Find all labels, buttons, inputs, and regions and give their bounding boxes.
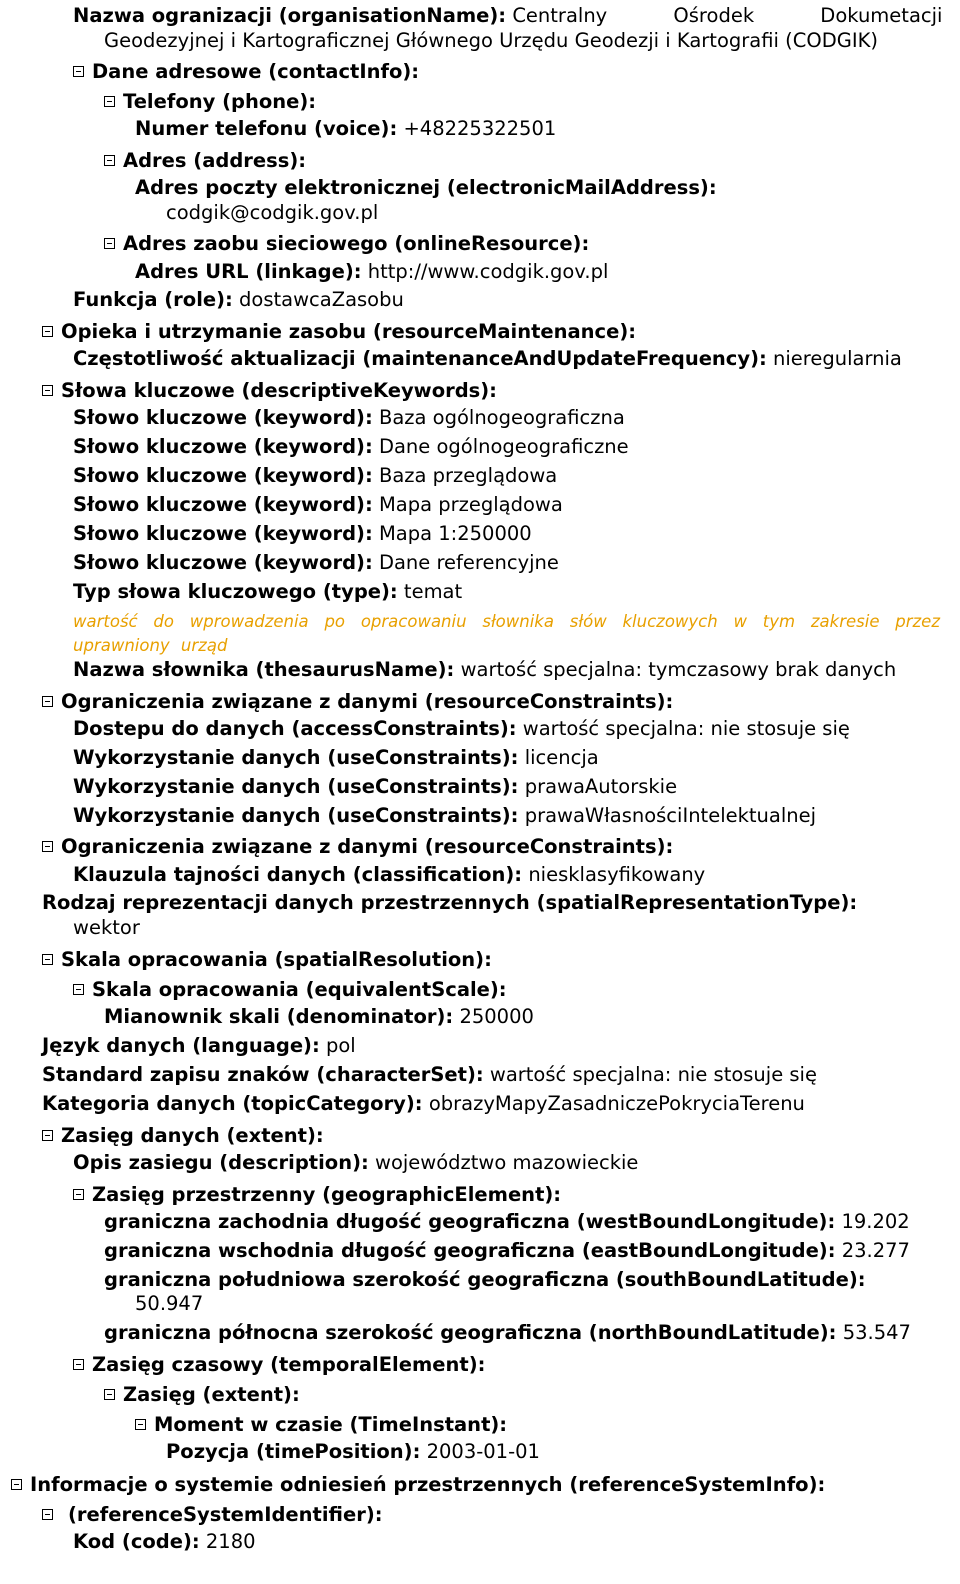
- use-value: licencja: [524, 746, 599, 769]
- org-name: [73, 4, 946, 28]
- collapse-icon[interactable]: [104, 155, 115, 166]
- geo-element-header: Zasięg przestrzenny (geographicElement):: [92, 1183, 562, 1206]
- collapse-icon[interactable]: [42, 841, 53, 852]
- keyword-label: Słowo kluczowe (keyword):: [73, 464, 373, 487]
- keyword-row: [73, 551, 946, 575]
- charset-row: [42, 1063, 946, 1087]
- collapse-icon[interactable]: [135, 1419, 146, 1430]
- use-row: [73, 746, 946, 770]
- voice-label: Numer telefonu (voice):: [135, 117, 398, 140]
- west-value: 19.202: [841, 1210, 910, 1233]
- classification-label: Klauzula tajności danych (classification):: [73, 863, 523, 886]
- url-label: Adres URL (linkage):: [135, 260, 362, 283]
- north-value: 53.547: [842, 1321, 911, 1344]
- frequency-value: nieregularnia: [773, 347, 902, 370]
- thesaurus-value: wartość specjalna: tymczasowy brak danych: [460, 658, 897, 681]
- east-value: 23.277: [841, 1239, 910, 1262]
- access-row: [73, 717, 946, 741]
- url-value[interactable]: http://www.codgik.gov.pl: [367, 260, 609, 283]
- org-name-value-1: Centralny Ośrodek Dokumetacji: [512, 4, 943, 27]
- maintenance-header: Opieka i utrzymanie zasobu (resourceMaintenance):: [61, 320, 637, 343]
- east-row: [104, 1239, 946, 1263]
- keyword-type-label: Typ słowa kluczowego (type):: [73, 580, 398, 603]
- keyword-value: Mapa przeglądowa: [378, 493, 563, 516]
- keyword-row: [73, 435, 946, 459]
- collapse-icon[interactable]: [42, 1509, 53, 1520]
- code-value: 2180: [205, 1530, 256, 1553]
- code-label: Kod (code):: [73, 1530, 200, 1553]
- keyword-row: [73, 493, 946, 517]
- url-row: [135, 260, 946, 284]
- role-value: dostawcaZasobu: [239, 288, 404, 311]
- thesaurus-row: [73, 658, 946, 682]
- collapse-icon[interactable]: [42, 1130, 53, 1141]
- south-label: graniczna południowa szerokość geograficzna (southBoundLatitude):: [104, 1268, 866, 1291]
- west-label: graniczna zachodnia długość geograficzna (westBoundLongitude):: [104, 1210, 836, 1233]
- spatial-rep-label: Rodzaj reprezentacji danych przestrzennych (spatialRepresentationType):: [42, 891, 858, 914]
- keyword-label: Słowo kluczowe (keyword):: [73, 406, 373, 429]
- contact-header: Dane adresowe (contactInfo):: [92, 60, 420, 83]
- time-instant-header: Moment w czasie (TimeInstant):: [154, 1413, 508, 1436]
- collapse-icon[interactable]: [104, 96, 115, 107]
- collapse-icon[interactable]: [42, 326, 53, 337]
- time-position-row: [166, 1440, 946, 1464]
- language-value: pol: [325, 1034, 356, 1057]
- language-label: Język danych (language):: [42, 1034, 320, 1057]
- north-row: [104, 1321, 946, 1345]
- language-row: [42, 1034, 946, 1058]
- charset-value: wartość specjalna: nie stosuje się: [489, 1063, 817, 1086]
- phone-header: Telefony (phone):: [123, 90, 317, 113]
- keyword-row: [73, 464, 946, 488]
- temporal-extent-header: Zasięg (extent):: [123, 1383, 300, 1406]
- keywords-header: Słowa kluczowe (descriptiveKeywords):: [61, 379, 497, 402]
- time-position-value: 2003-01-01: [426, 1440, 540, 1463]
- south-value: 50.947: [135, 1292, 204, 1315]
- charset-label: Standard zapisu znaków (characterSet):: [42, 1063, 484, 1086]
- role-label: Funkcja (role):: [73, 288, 233, 311]
- time-position-label: Pozycja (timePosition):: [166, 1440, 421, 1463]
- use-label: Wykorzystanie danych (useConstraints):: [73, 746, 519, 769]
- collapse-icon[interactable]: [104, 238, 115, 249]
- voice-value: +48225322501: [403, 117, 557, 140]
- topic-value: obrazyMapyZasadniczePokryciaTerenu: [428, 1092, 805, 1115]
- collapse-icon[interactable]: [42, 385, 53, 396]
- keyword-row: [73, 406, 946, 430]
- use-label: Wykorzystanie danych (useConstraints):: [73, 775, 519, 798]
- collapse-icon[interactable]: [104, 1389, 115, 1400]
- collapse-icon[interactable]: [73, 1189, 84, 1200]
- keyword-label: Słowo kluczowe (keyword):: [73, 551, 373, 574]
- resolution-header: Skala opracowania (spatialResolution):: [61, 948, 492, 971]
- east-label: graniczna wschodnia długość geograficzna (eastBoundLongitude):: [104, 1239, 836, 1262]
- spatial-rep-value: wektor: [73, 916, 140, 939]
- keyword-label: Słowo kluczowe (keyword):: [73, 522, 373, 545]
- email-value: codgik@codgik.gov.pl: [166, 201, 379, 224]
- thesaurus-label: Nazwa słownika (thesaurusName):: [73, 658, 455, 681]
- topic-row: [42, 1092, 946, 1116]
- topic-label: Kategoria danych (topicCategory):: [42, 1092, 423, 1115]
- code-row: [73, 1530, 946, 1554]
- role-row: [73, 288, 946, 312]
- extent-desc-value: województwo mazowieckie: [375, 1151, 639, 1174]
- keyword-label: Słowo kluczowe (keyword):: [73, 435, 373, 458]
- use-row: [73, 775, 946, 799]
- keyword-type-row: [73, 580, 946, 604]
- online-resource-header: Adres zaobu sieciowego (onlineResource):: [123, 232, 590, 255]
- keyword-row: [73, 522, 946, 546]
- collapse-icon[interactable]: [11, 1479, 22, 1490]
- extent-header: Zasięg danych (extent):: [61, 1124, 324, 1147]
- west-row: [104, 1210, 946, 1234]
- collapse-icon[interactable]: [42, 954, 53, 965]
- use-value: prawaAutorskie: [524, 775, 678, 798]
- temporal-header: Zasięg czasowy (temporalElement):: [92, 1353, 486, 1376]
- denominator-row: [104, 1005, 946, 1029]
- refsys-header: Informacje o systemie odniesień przestrzennych (referenceSystemInfo):: [30, 1473, 826, 1496]
- collapse-icon[interactable]: [73, 984, 84, 995]
- constraints-header: Ograniczenia związane z danymi (resourceConstraints):: [61, 835, 674, 858]
- extent-desc-row: [73, 1151, 946, 1175]
- keyword-value: Baza ogólnogeograficzna: [378, 406, 625, 429]
- classification-row: [73, 863, 946, 887]
- use-value: prawaWłasnościIntelektualnej: [524, 804, 817, 827]
- denominator-value: 250000: [459, 1005, 534, 1028]
- keyword-value: Baza przeglądowa: [378, 464, 558, 487]
- refsys-id-header: (referenceSystemIdentifier):: [68, 1503, 383, 1526]
- denominator-label: Mianownik skali (denominator):: [104, 1005, 454, 1028]
- use-row: [73, 804, 946, 828]
- north-label: graniczna północna szerokość geograficzna (northBoundLatitude):: [104, 1321, 837, 1344]
- frequency-label: Częstotliwość aktualizacji (maintenanceAndUpdateFrequency):: [73, 347, 767, 370]
- scale-header: Skala opracowania (equivalentScale):: [92, 978, 507, 1001]
- keyword-value: Mapa 1:250000: [378, 522, 532, 545]
- org-name-label: Nazwa ogranizacji (organisationName):: [73, 4, 507, 27]
- collapse-icon[interactable]: [42, 696, 53, 707]
- keyword-label: Słowo kluczowe (keyword):: [73, 493, 373, 516]
- keyword-value: Dane referencyjne: [378, 551, 559, 574]
- frequency-row: [73, 347, 946, 371]
- access-value: wartość specjalna: nie stosuje się: [522, 717, 850, 740]
- voice-row: [135, 117, 946, 141]
- address-header: Adres (address):: [123, 149, 307, 172]
- collapse-icon[interactable]: [73, 1359, 84, 1370]
- constraints-header: Ograniczenia związane z danymi (resourceConstraints):: [61, 690, 674, 713]
- email-label: Adres poczty elektronicznej (electronicMailAddress):: [135, 176, 717, 199]
- org-name-value-2: Geodezyjnej i Kartograficznej Głównego Urzędu Geodezji i Kartografii (CODGIK): [104, 29, 878, 52]
- extent-desc-label: Opis zasiegu (description):: [73, 1151, 369, 1174]
- access-label: Dostepu do danych (accessConstraints):: [73, 717, 517, 740]
- keyword-value: Dane ogólnogeograficzne: [378, 435, 629, 458]
- use-label: Wykorzystanie danych (useConstraints):: [73, 804, 519, 827]
- keyword-type-value: temat: [403, 580, 463, 603]
- collapse-icon[interactable]: [73, 66, 84, 77]
- classification-value: niesklasyfikowany: [528, 863, 706, 886]
- keyword-note: wartość do wprowadzenia po opracowaniu słownika słów kluczowych w tym zakresie przez uprawniony urząd: [73, 612, 940, 655]
